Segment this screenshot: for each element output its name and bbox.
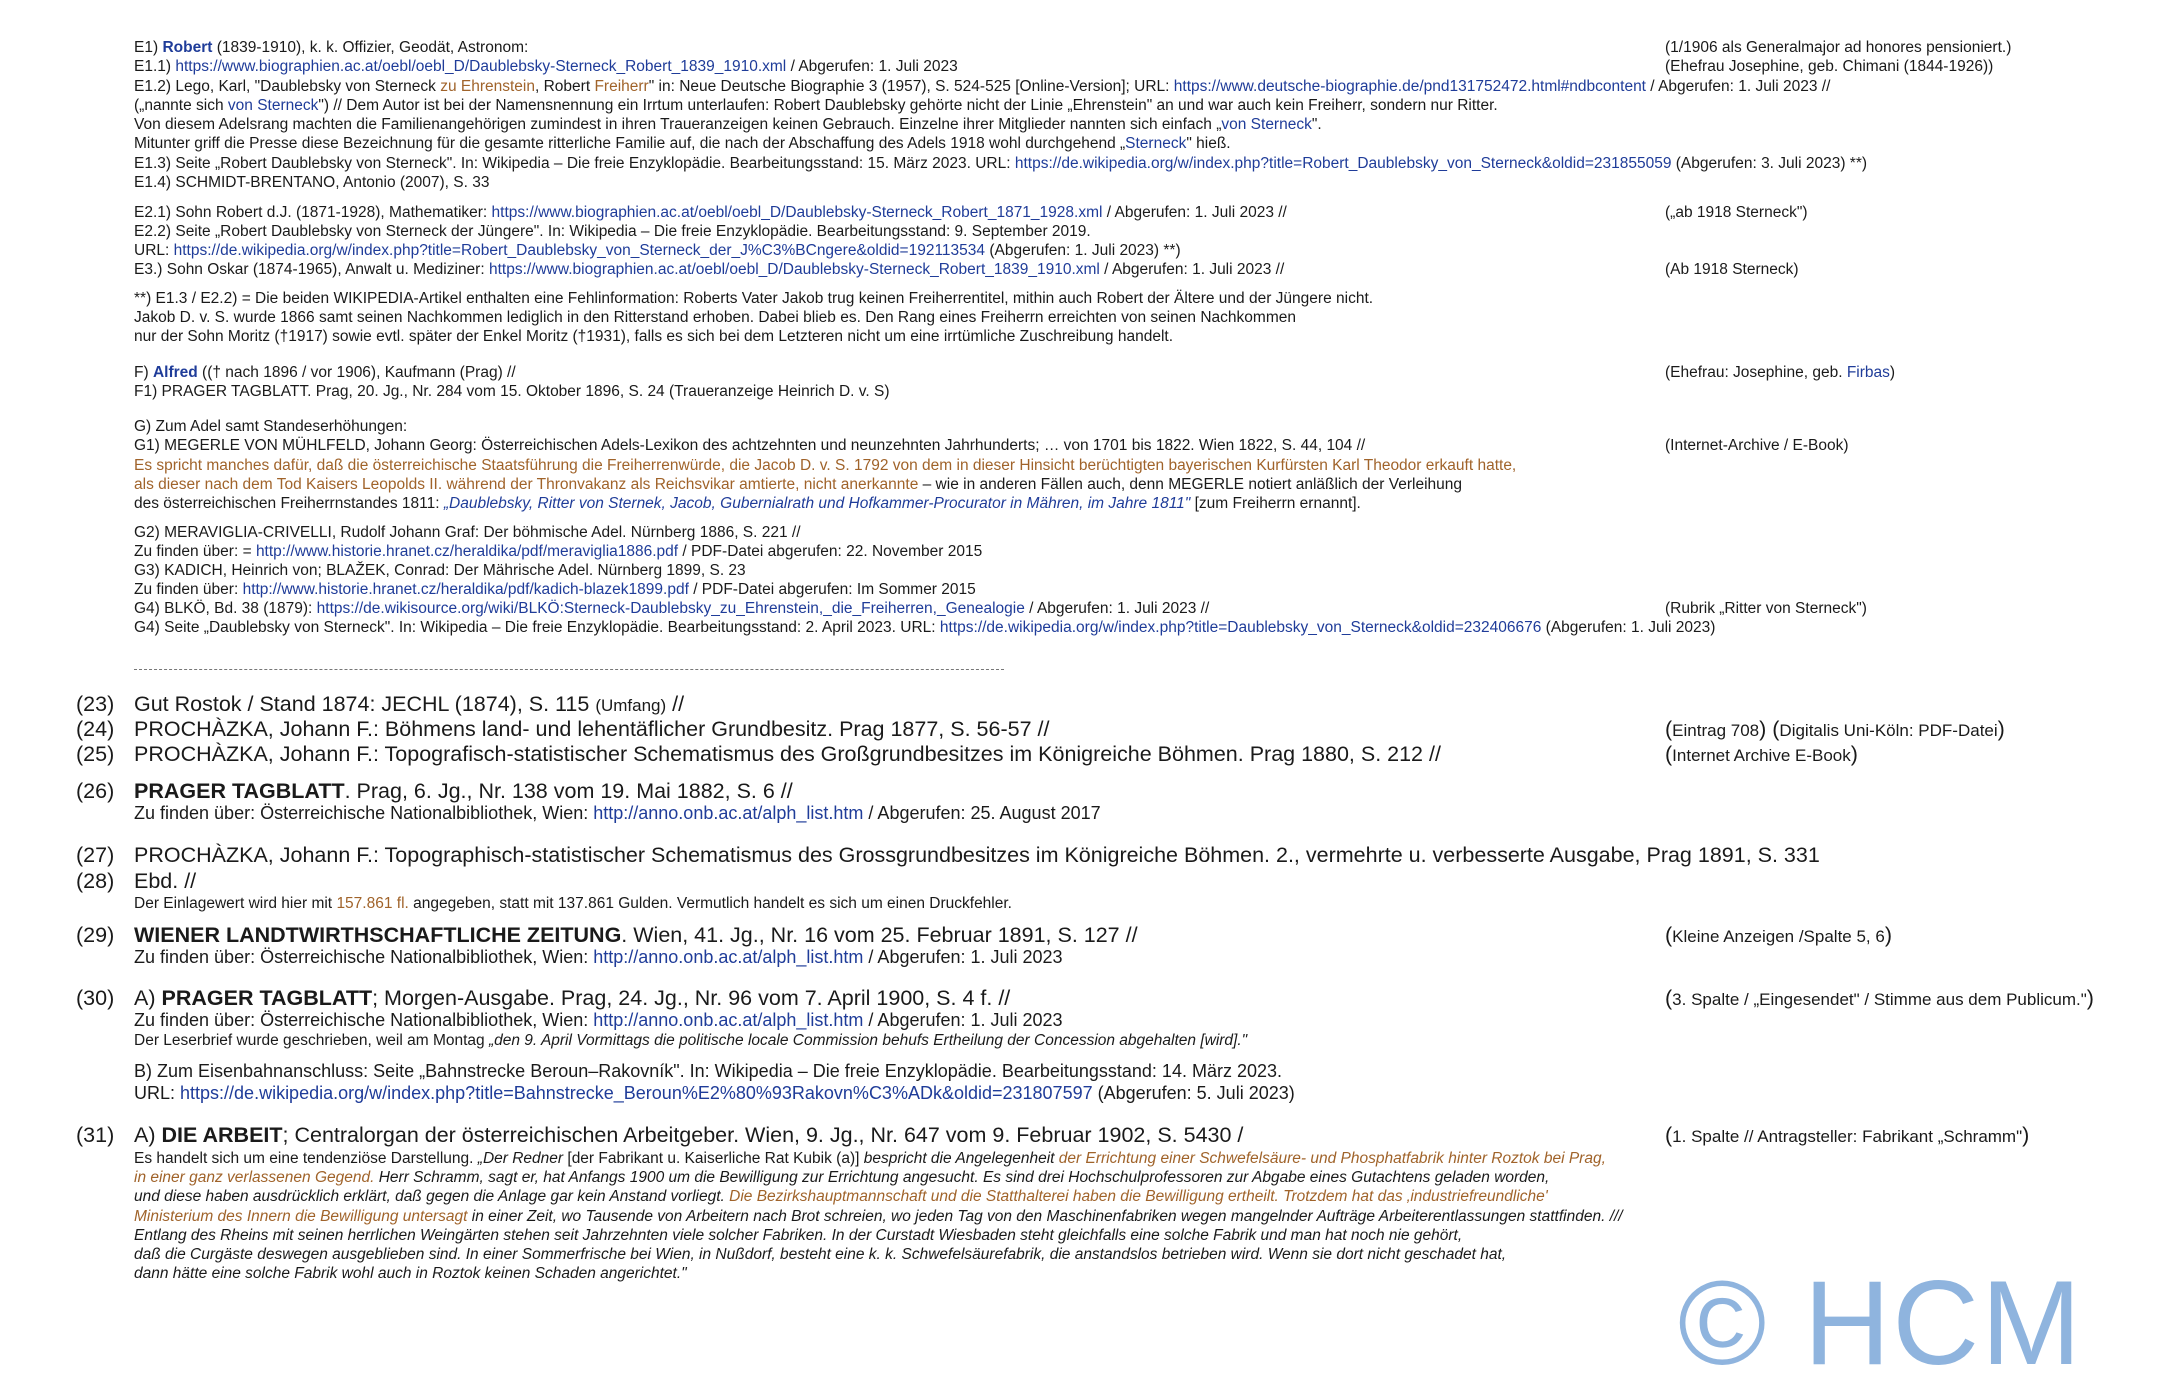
entry-g4-wiki: G4) Seite „Daublebsky von Sterneck". In: Wikipedia – Die freie Enzyklopädie. Bearbeitungsstand: 2. April 2023. URL: https://de.wikipedia.org/w/index.php?title=Daublebsky_von_Sterneck&oldid=232406676 (Abgerufen: 1. Juli 2023) [134,619,1716,636]
ref-number-29: (29) [76,923,115,947]
name-alfred: Alfred [152,364,198,381]
ref-27: PROCHÀZKA, Johann F.: Topographisch-statistischer Schematismus des Grossgrundbesitzes im Königreiche Böhmen. 2., vermehrte u. verbesserte Ausgabe, Prag 1891, S. 331 [134,843,1820,867]
entry-e1-4: E1.4) SCHMIDT-BRENTANO, Antonio (2007), S. 33 [134,174,490,191]
footnote-line-1: **) E1.3 / E2.2) = Die beiden WIKIPEDIA-Artikel enthalten eine Fehlinformation: Roberts Vater Jakob trug keinen Freiherrentitel, mithin auch Robert der Ältere und der Jüngere nicht. [134,290,1374,307]
ref-23: Gut Rostok / Stand 1874: JECHL (1874), S. 115 (Umfang) // [134,692,685,716]
ref-30-b: B) Zum Eisenbahnanschluss: Seite „Bahnstrecke Beroun–Rakovník". In: Wikipedia – Die freie Enzyklopädie. Bearbeitungsstand: 14. März 2023. [134,1061,1283,1081]
ref-number-30: (30) [76,986,115,1010]
text-e1-2-note-1: („nannte sich von Sterneck") // Dem Autor ist bei der Namensnennung ein Irrtum unterlaufen: Robert Daublebsky gehörte nicht der Linie „Ehrenstein" an und war auch kein Freiherr, sondern nur Ritter. [134,97,1498,114]
note-g1-right: (Internet-Archive / E-Book) [1665,437,1849,454]
text-g1-note-3: des österreichischen Freiherrnstandes 1811: „Daublebsky, Ritter von Sternek, Jacob, Gubernialrath und Hofkammer-Procurator in Mähren, im Jahre 1811" [zum Freiherrn ernannt]. [134,495,1361,512]
link-30[interactable]: http://anno.onb.ac.at/alph_list.htm [593,1010,864,1030]
note-31-right: (1. Spalte // Antragsteller: Fabrikant „Schramm") [1665,1123,2030,1147]
link-e3[interactable]: https://www.biographien.ac.at/oebl/oebl_D/Daublebsky-Sterneck_Robert_1839_1910.xml [488,261,1100,278]
note-e1-right: (1/1906 als Generalmajor ad honores pensioniert.) [1665,39,2012,56]
link-e1-3[interactable]: https://de.wikipedia.org/w/index.php?title=Robert_Daublebsky_von_Sterneck&oldid=231855059 [1014,155,1672,172]
ref-31-quote-1: Es handelt sich um eine tendenziöse Darstellung. „Der Redner [der Fabrikant u. Kaiserliche Rat Kubik (a)] bespricht die Angelegenheit der Errichtung einer Schwefelsäure- und Phosphatfabrik hinter Roztok bei Prag, [134,1150,1606,1167]
ref-31: A) DIE ARBEIT; Centralorgan der österreichischen Arbeitgeber. Wien, 9. Jg., Nr. 647 vom 9. Februar 1902, S. 5430 / [134,1123,1244,1147]
entry-g1: G1) MEGERLE VON MÜHLFELD, Johann Georg: Österreichischen Adels-Lexikon des achtzehnten und neunzehnten Jahrhunderts; … von 1701 bis 1822. Wien 1822, S. 44, 104 // [134,437,1366,454]
ref-29-source: Zu finden über: Österreichische Nationalbibliothek, Wien: http://anno.onb.ac.at/alph_list.htm / Abgerufen: 1. Juli 2023 [134,947,1063,967]
ref-28-note: Der Einlagewert wird hier mit 157.861 fl. angegeben, statt mit 137.861 Gulden. Vermutlich handelt es sich um einen Druckfehler. [134,895,1012,912]
ref-30-b-url: URL: https://de.wikipedia.org/w/index.php?title=Bahnstrecke_Beroun%E2%80%93Rakovn%C3%ADk&oldid=231807597 (Abgerufen: 5. Juli 2023) [134,1083,1295,1103]
ref-number-25: (25) [76,742,115,766]
entry-e1-1: E1.1) https://www.biographien.ac.at/oebl/oebl_D/Daublebsky-Sterneck_Robert_1839_1910.xml / Abgerufen: 1. Juli 2023 [134,58,958,75]
link-g4-wiki[interactable]: https://de.wikipedia.org/w/index.php?title=Daublebsky_von_Sterneck&oldid=232406676 [939,619,1542,636]
ref-31-quote-5: Entlang des Rheins mit seinen herrlichen Weingärten stehen seit Jahrzehnten viele solcher Fabriken. In der Curstadt Wiesbaden steht gleichfalls eine solche Fabrik und man hat noch nie gehört, [134,1227,1463,1244]
ref-30-source: Zu finden über: Österreichische Nationalbibliothek, Wien: http://anno.onb.ac.at/alph_list.htm / Abgerufen: 1. Juli 2023 [134,1010,1063,1030]
link-g3[interactable]: http://www.historie.hranet.cz/heraldika/pdf/kadich-blazek1899.pdf [242,581,689,598]
text-e1-2-note-3: Mitunter griff die Presse diese Bezeichnung für die gesamte ritterliche Familie auf, die nach der Abschaffung des Adels 1918 wohl durchgehend „Sterneck" hieß. [134,135,1231,152]
entry-g2: G2) MERAVIGLIA-CRIVELLI, Rudolf Johann Graf: Der böhmische Adel. Nürnberg 1886, S. 221 // [134,524,801,541]
note-e1-1-right: (Ehefrau Josephine, geb. Chimani (1844-1926)) [1665,58,1994,75]
ref-number-28: (28) [76,869,115,893]
ref-number-26: (26) [76,779,115,803]
ref-31-quote-3: und diese haben ausdrücklich erklärt, daß gegen die Anlage gar kein Anstand vorliegt. Die Bezirkshauptmannschaft und die Statthalterei haben die Bewilligung ertheilt. Trotzdem hat das ‚industriefreundliche' [134,1188,1548,1205]
note-g4-right: (Rubrik „Ritter von Sterneck") [1665,600,1867,617]
link-g2[interactable]: http://www.historie.hranet.cz/heraldika/pdf/meraviglia1886.pdf [255,543,679,560]
link-e2-1[interactable]: https://www.biographien.ac.at/oebl/oebl_D/Daublebsky-Sterneck_Robert_1871_1928.xml [491,204,1103,221]
ref-number-27: (27) [76,843,115,867]
ref-31-quote-4: Ministerium des Innern die Bewilligung untersagt in einer Zeit, wo Tausende von Arbeitern nach Brot schreien, wo jeden Tag von den Maschinenfabriken wegen mangelnder Aufträge Arbeiterentlassungen stattfinden. /// [134,1208,1623,1225]
ref-31-quote-6: daß die Curgäste deswegen ausgeblieben sind. In einer Sommerfrische bei Wien, in Nußdorf, besteht eine k. k. Schwefelsäurefabrik, die anstandslos betrieben wird. Wenn sie dort nicht geschadet hat, [134,1246,1507,1263]
link-e1-2[interactable]: https://www.deutsche-biographie.de/pnd131752472.html#ndbcontent [1173,78,1646,95]
entry-g3: G3) KADICH, Heinrich von; BLAŽEK, Conrad: Der Mährische Adel. Nürnberg 1899, S. 23 [134,562,746,579]
entry-e2-2: E2.2) Seite „Robert Daublebsky von Sterneck der Jüngere". In: Wikipedia – Die freie Enzyklopädie. Bearbeitungsstand: 9. September 2019. [134,223,1091,240]
entry-g4: G4) BLKÖ, Bd. 38 (1879): https://de.wikisource.org/wiki/BLKÖ:Sterneck-Daublebsky_zu_Ehrenstein,_die_Freiherren,_Genealogie / Abgerufen: 1. Juli 2023 // [134,600,1210,617]
ref-29: WIENER LANDTWIRTHSCHAFTLICHE ZEITUNG. Wien, 41. Jg., Nr. 16 vom 25. Februar 1891, S. 127 // [134,923,1138,947]
entry-e2-1: E2.1) Sohn Robert d.J. (1871-1928), Mathematiker: https://www.biographien.ac.at/oebl/oebl_D/Daublebsky-Sterneck_Robert_1871_1928.xml / Abgerufen: 1. Juli 2023 // [134,204,1287,221]
watermark: © HCM [1678,1256,2084,1390]
text-g1-note-2: als dieser nach dem Tod Kaisers Leopolds II. während der Thronvakanz als Reichsvikar amtierte, nicht anerkannte – wie in anderen Fällen auch, denn MEGERLE notiert anläßlich der Verleihung [134,476,1463,493]
ref-26: PRAGER TAGBLATT. Prag, 6. Jg., Nr. 138 vom 19. Mai 1882, S. 6 // [134,779,793,803]
entry-g2-source: Zu finden über: = http://www.historie.hranet.cz/heraldika/pdf/meraviglia1886.pdf / PDF-Datei abgerufen: 22. November 2015 [134,543,983,560]
note-e3-right: (Ab 1918 Sterneck) [1665,261,1799,278]
ref-number-23: (23) [76,692,115,716]
ref-number-31: (31) [76,1123,115,1147]
entry-e1-2: E1.2) Lego, Karl, "Daublebsky von Sterneck zu Ehrenstein, Robert Freiherr" in: Neue Deutsche Biographie 3 (1957), S. 524-525 [Online-Version]; URL: https://www.deutsche-biographie.de/pnd131752472.html#ndbcontent / Abgerufen: 1. Juli 2023 // [134,78,1831,95]
divider [134,669,1004,670]
entry-e1: E1) Robert (1839-1910), k. k. Offizier, Geodät, Astronom: [134,39,529,56]
note-25-right: (Internet Archive E-Book) [1665,742,1858,766]
text-e1-2-note-2: Von diesem Adelsrang machten die Familienangehörigen zumindest in ihren Traueranzeigen keinen Gebrauch. Einzelne ihrer Mitglieder nannten sich einfach „von Sterneck". [134,116,1322,133]
footnote-line-2: Jakob D. v. S. wurde 1866 samt seinen Nachkommen lediglich in den Ritterstand erhoben. Dabei blieb es. Den Rang eines Freiherrn erreichten von seinen Nachkommen [134,309,1296,326]
entry-e3: E3.) Sohn Oskar (1874-1965), Anwalt u. Mediziner: https://www.biographien.ac.at/oebl/oebl_D/Daublebsky-Sterneck_Robert_1839_1910.xml / Abgerufen: 1. Juli 2023 // [134,261,1285,278]
ref-26-source: Zu finden über: Österreichische Nationalbibliothek, Wien: http://anno.onb.ac.at/alph_list.htm / Abgerufen: 25. August 2017 [134,803,1101,823]
note-f-right: (Ehefrau: Josephine, geb. Firbas) [1665,364,1896,381]
link-30-b[interactable]: https://de.wikipedia.org/w/index.php?title=Bahnstrecke_Beroun%E2%80%93Rakovn%C3%ADk&oldid=231807597 [180,1083,1093,1103]
ref-25: PROCHÀZKA, Johann F.: Topografisch-statistischer Schematismus des Großgrundbesitzes im Königreiche Böhmen. Prag 1880, S. 212 // [134,742,1441,766]
entry-e2-2-url: URL: https://de.wikipedia.org/w/index.php?title=Robert_Daublebsky_von_Sterneck_der_J%C3%BCngere&oldid=192113534 (Abgerufen: 1. Juli 2023) **) [134,242,1181,259]
note-30-right: (3. Spalte / „Eingesendet" / Stimme aus dem Publicum.") [1665,986,2094,1010]
ref-24: PROCHÀZKA, Johann F.: Böhmens land- und lehentäflicher Grundbesitz. Prag 1877, S. 56-57 // [134,717,1050,741]
entry-f: F) Alfred ((† nach 1896 / vor 1906), Kaufmann (Prag) // [134,364,516,381]
link-e1-1[interactable]: https://www.biographien.ac.at/oebl/oebl_D/Daublebsky-Sterneck_Robert_1839_1910.xml [175,58,787,75]
link-e2-2[interactable]: https://de.wikipedia.org/w/index.php?title=Robert_Daublebsky_von_Sterneck_der_J%C3%BCngere&oldid=192113534 [173,242,986,259]
ref-31-quote-7: dann hätte eine solche Fabrik wohl auch in Roztok keinen Schaden angerichtet." [134,1265,687,1282]
ref-31-quote-2: in einer ganz verlassenen Gegend. Herr Schramm, sagt er, hat Anfangs 1900 um die Bewilligung zur Errichtung angesucht. Es sind drei Hochschulprofessoren zur Abgabe eines Gutachtens geladen worden, [134,1169,1550,1186]
link-g4[interactable]: https://de.wikisource.org/wiki/BLKÖ:Sterneck-Daublebsky_zu_Ehrenstein,_die_Freiherren,_Genealogie [316,600,1025,617]
entry-g3-source: Zu finden über: http://www.historie.hranet.cz/heraldika/pdf/kadich-blazek1899.pdf / PDF-Datei abgerufen: Im Sommer 2015 [134,581,976,598]
footnote-line-3: nur der Sohn Moritz (†1917) sowie evtl. später der Enkel Moritz (†1931), falls es sich bei dem Letzteren nicht um eine irrtümliche Zuschreibung handelt. [134,328,1173,345]
note-24-right: (Eintrag 708) (Digitalis Uni-Köln: PDF-Datei) [1665,717,2005,741]
link-26[interactable]: http://anno.onb.ac.at/alph_list.htm [593,803,864,823]
text-g1-note-1: Es spricht manches dafür, daß die österreichische Staatsführung die Freiherrenwürde, die Jacob D. v. S. 1792 von dem in dieser Hinsicht berüchtigten bayerischen Kurfürsten Karl Theodor erkauft hatte, [134,457,1517,474]
entry-g: G) Zum Adel samt Standeserhöhungen: [134,418,408,435]
entry-f1: F1) PRAGER TAGBLATT. Prag, 20. Jg., Nr. 284 vom 15. Oktober 1896, S. 24 (Traueranzeige Heinrich D. v. S) [134,383,890,400]
ref-28: Ebd. // [134,869,197,893]
ref-30: A) PRAGER TAGBLATT; Morgen-Ausgabe. Prag, 24. Jg., Nr. 96 vom 7. April 1900, S. 4 f. // [134,986,1011,1010]
ref-number-24: (24) [76,717,115,741]
note-e2-1-right: („ab 1918 Sterneck") [1665,204,1808,221]
entry-e1-3: E1.3) Seite „Robert Daublebsky von Sterneck". In: Wikipedia – Die freie Enzyklopädie. Bearbeitungsstand: 15. März 2023. URL: https://de.wikipedia.org/w/index.php?title=Robert_Daublebsky_von_Sterneck&oldid=231855059 (Abgerufen: 3. Juli 2023) **) [134,155,1868,172]
ref-30-note: Der Leserbrief wurde geschrieben, weil am Montag „den 9. April Vormittags die politische locale Commission behufs Ertheilung der Concession abgehalten [wird]." [134,1032,1248,1049]
note-29-right: (Kleine Anzeigen /Spalte 5, 6) [1665,923,1893,947]
name-robert: Robert [162,39,213,56]
link-29[interactable]: http://anno.onb.ac.at/alph_list.htm [593,947,864,967]
